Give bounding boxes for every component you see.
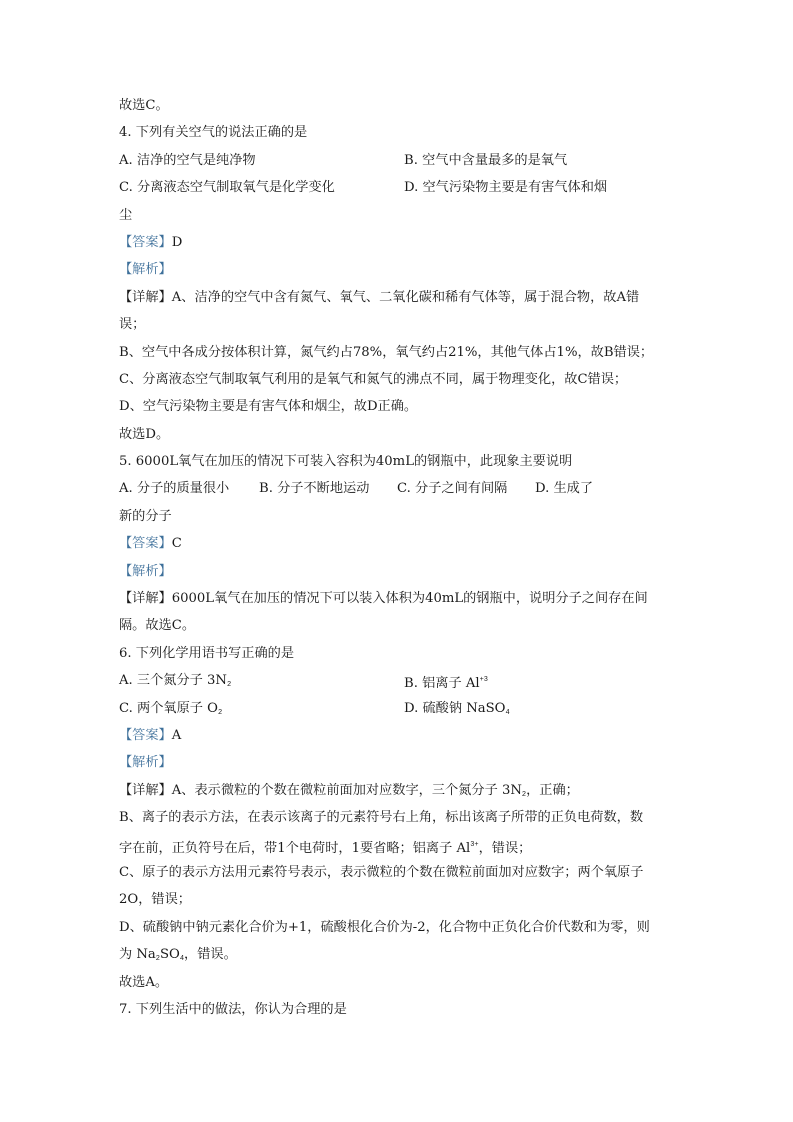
subscript: 2 [226,681,232,690]
q6-detail-line-3 [119,832,689,859]
q6-option-b-text: B. 铝离子 Al [404,676,480,692]
q7-stem: 7. 下列生活中的做法，你认为合理的是 [119,1001,347,1017]
q5-option-b: B. 分子不断地运动 [259,481,370,497]
q6-detail-text: 字在前，正负符号在后，带1个电荷时，1要省略；铝离子 Al [119,840,471,856]
q6-stem: 6. 下列化学用语书写正确的是 [119,645,295,661]
q6-detail-line-7 [119,941,689,968]
detail-label: 【详解】 [119,289,172,305]
q5-option-d: D. 生成了 [535,481,594,497]
subscript: 4 [179,955,185,964]
q6-options-row1 [119,667,689,694]
q6-detail-line-6: D、硫酸钠中钠元素化合价为+1，硫酸根化合价为-2，化合物中正负化合价代数和为零，则 [119,919,650,935]
q6-conclusion: 故选A。 [119,974,169,990]
q6-answer-value: A [171,727,182,743]
q4-answer [119,229,689,256]
q4-conclusion: 故选D。 [119,426,170,442]
q4-option-d-wrap: 尘 [119,207,133,223]
q6-detail-line-4: C、原子的表示方法用元素符号表示，表示微粒的个数在微粒前面加对应数字；两个氧原子 [119,864,644,880]
q5-detail-text: 6000L氧气在加压的情况下可以装入体积为40mL的钢瓶中，说明分子之间存在间 [171,591,648,607]
q4-detail-line-3: B、空气中各成分按体积计算，氮气约占78%，氧气约占21%，其他气体占1%，故B错误； [119,344,654,360]
detail-label: 【详解】 [119,782,172,798]
q4-detail-line-1 [119,284,689,311]
answer-label: 【答案】 [119,727,172,743]
q6-detail-text: A、表示微粒的个数在微粒前面加对应数字，三个氮分子 3N [171,782,522,798]
analysis-label: 【解析】 [119,262,172,278]
q4-option-b: B. 空气中含量最多的是氧气 [404,152,568,168]
q6-detail-line-2: B、离子的表示方法，在表示该离子的元素符号右上角，标出该离子所带的正负电荷数，数 [119,810,643,826]
q6-options-row2 [119,695,689,722]
q4-detail-line-5: D、空气污染物主要是有害气体和烟尘，故D正确。 [119,399,418,415]
q4-detail-line-4: C、分离液态空气制取氧气利用的是氧气和氮气的沸点不同，属于物理变化，故C错误； [119,371,628,387]
answer-label: 【答案】 [119,234,172,250]
document-page [119,92,689,1023]
q6-detail-text: ，正确； [526,782,579,798]
q5-answer [119,530,689,557]
analysis-label: 【解析】 [119,563,172,579]
q5-option-a: A. 分子的质量很小 [119,481,230,497]
q6-option-d-text: D. 硫酸钠 NaSO [404,700,506,716]
q6-option-c-text: C. 两个氧原子 O [119,700,218,716]
subscript: 4 [505,708,510,717]
q4-detail-text: A、洁净的空气中含有氮气、氧气、二氧化碳和稀有气体等，属于混合物，故A错 [171,289,640,305]
q6-analysis [119,749,689,776]
q5-detail-line-1 [119,585,689,612]
q5-options-row [119,475,689,502]
q5-analysis [119,558,689,585]
q4-answer-value: D [171,234,183,250]
superscript: 3+ [470,840,479,849]
q4-analysis [119,256,689,283]
q6-detail-text: ，错误。 [184,947,237,963]
q4-options-row2 [119,174,689,201]
q4-options-row1 [119,147,689,174]
q5-stem: 5. 6000L氧气在加压的情况下可装入容积为40mL的钢瓶中，此现象主要说明 [119,454,573,470]
q6-option-d [404,695,689,722]
q6-detail-text: SO [159,947,180,963]
q4-option-c: C. 分离液态空气制取氧气是化学变化 [119,180,335,196]
q6-option-b [404,667,689,694]
analysis-label: 【解析】 [119,755,172,771]
subscript: 2 [217,708,223,717]
q4-stem: 4. 下列有关空气的说法正确的是 [119,125,308,141]
detail-label: 【详解】 [119,591,172,607]
q5-detail-line-2: 隔。故选C。 [119,618,196,634]
q4-option-d: D. 空气污染物主要是有害气体和烟 [404,180,608,196]
q5-answer-value: C [171,536,182,552]
q6-answer [119,722,689,749]
q6-detail-line-1 [119,777,689,804]
q4-detail-line-2: 误； [119,317,146,333]
q6-detail-text: 为 Na [119,947,156,963]
prev-conclusion: 故选C。 [119,98,169,113]
q4-option-a: A. 洁净的空气是纯净物 [119,152,256,168]
subscript: 2 [155,955,160,964]
q6-detail-text: ，错误； [478,840,532,856]
subscript: 2 [521,790,527,799]
superscript: +3 [479,676,488,685]
q6-option-a-text: A. 三个氮分子 3N [119,673,227,689]
answer-label: 【答案】 [119,536,172,552]
q6-option-c [119,695,404,722]
q5-option-c: C. 分子之间有间隔 [397,481,508,497]
q6-option-a [119,667,404,694]
q5-option-d-wrap: 新的分子 [119,508,172,524]
q6-detail-line-5: 2O，错误； [119,892,191,908]
